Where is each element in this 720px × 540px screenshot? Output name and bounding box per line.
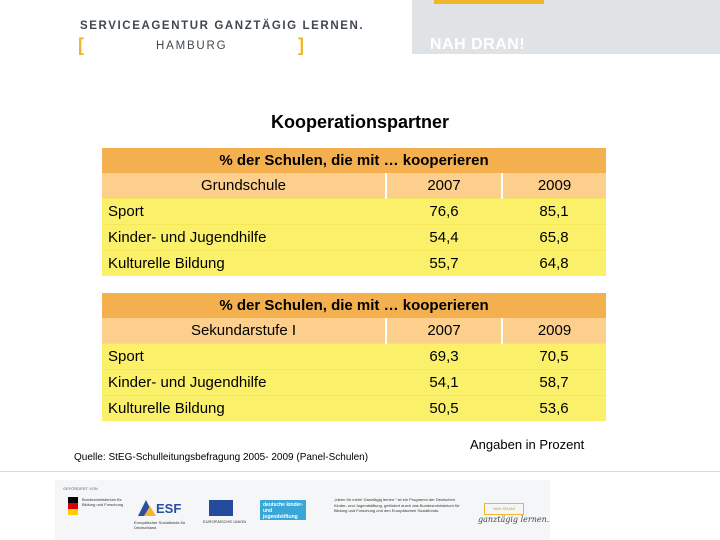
table-row: [102, 370, 606, 396]
value-2007: 50,5: [386, 396, 502, 422]
table-row: [102, 344, 606, 370]
logo-bracket-left: [: [78, 35, 84, 55]
value-2007: 55,7: [386, 251, 502, 277]
value-2009: 85,1: [502, 199, 606, 225]
program-signature: ganztägig lernen.: [478, 515, 550, 524]
value-2009: 65,8: [502, 225, 606, 251]
logo-city-line: [78, 37, 304, 55]
sponsor-caption: GEFÖRDERT VON: [63, 486, 98, 491]
dkjs-logo: deutsche kinder- und jugendstiftung: [260, 500, 306, 520]
row-label: Sport: [102, 344, 386, 370]
row-label: Kinder- und Jugendhilfe: [102, 225, 386, 251]
value-2009: 58,7: [502, 370, 606, 396]
table-column-header-row: [102, 318, 606, 344]
column-header-2007: 2007: [386, 318, 502, 344]
row-label: Kinder- und Jugendhilfe: [102, 370, 386, 396]
source-citation: Quelle: StEG-Schulleitungsbefragung 2005- 2009 (Panel-Schulen): [74, 452, 369, 463]
value-2009: 64,8: [502, 251, 606, 277]
column-header-2007: 2007: [386, 173, 502, 199]
value-2009: 53,6: [502, 396, 606, 422]
esf-label: ESF: [156, 501, 182, 516]
value-2007: 54,4: [386, 225, 502, 251]
value-2007: 69,3: [386, 344, 502, 370]
row-label: Kulturelle Bildung: [102, 396, 386, 422]
row-label: Kulturelle Bildung: [102, 251, 386, 277]
table-title: % der Schulen, die mit … kooperieren: [102, 293, 606, 318]
esf-subtext: Europäischer Sozialfonds für Deutschland: [134, 520, 186, 530]
value-2007: 76,6: [386, 199, 502, 225]
table-title-row: [102, 293, 606, 318]
value-2007: 54,1: [386, 370, 502, 396]
table-row: [102, 225, 606, 251]
bmbf-label: Bundesministerium für Bildung und Forschung: [82, 497, 124, 507]
eu-flag-icon: [209, 500, 233, 516]
table-title: % der Schulen, die mit … kooperieren: [102, 148, 606, 173]
table-title-row: [102, 148, 606, 173]
esf-logo-icon: [136, 496, 184, 520]
table-row: [102, 199, 606, 225]
program-description: „Ideen für mehr! Ganztägig lernen.“ ist ein Programm der Deutschen Kinder- und Jugendstiftung, gefördert durch das Bundesministerium für Bildung und Forschung und den Europäischen Sozialfonds.: [334, 497, 460, 513]
nah-dran-badge: NAH DRAN!: [484, 503, 524, 515]
column-header-school-type: Grundschule: [102, 173, 386, 199]
banner-slogan: NAH DRAN!: [430, 36, 526, 53]
logo-bracket-right: ]: [298, 35, 304, 55]
unit-note: Angaben in Prozent: [470, 437, 585, 452]
row-label: Sport: [102, 199, 386, 225]
logo-city: HAMBURG: [156, 40, 228, 52]
table-column-header-row: [102, 173, 606, 199]
banner-accent-bar: [434, 0, 544, 4]
page-title: Kooperationspartner: [270, 112, 450, 132]
header-banner: [412, 0, 720, 54]
table-row: [102, 396, 606, 422]
logo-wordmark: SERVICEAGENTUR GANZTÄGIG LERNEN.: [80, 20, 365, 32]
eu-caption: EUROPÄISCHE UNION: [203, 519, 247, 524]
value-2009: 70,5: [502, 344, 606, 370]
column-header-2009: 2009: [502, 173, 606, 199]
table-row: [102, 251, 606, 277]
column-header-2009: 2009: [502, 318, 606, 344]
cooperation-table-secondary: [102, 293, 606, 421]
footer-divider: [0, 471, 720, 472]
cooperation-table-primary: [102, 148, 606, 276]
column-header-school-type: Sekundarstufe I: [102, 318, 386, 344]
federal-eagle-icon: [68, 497, 78, 515]
